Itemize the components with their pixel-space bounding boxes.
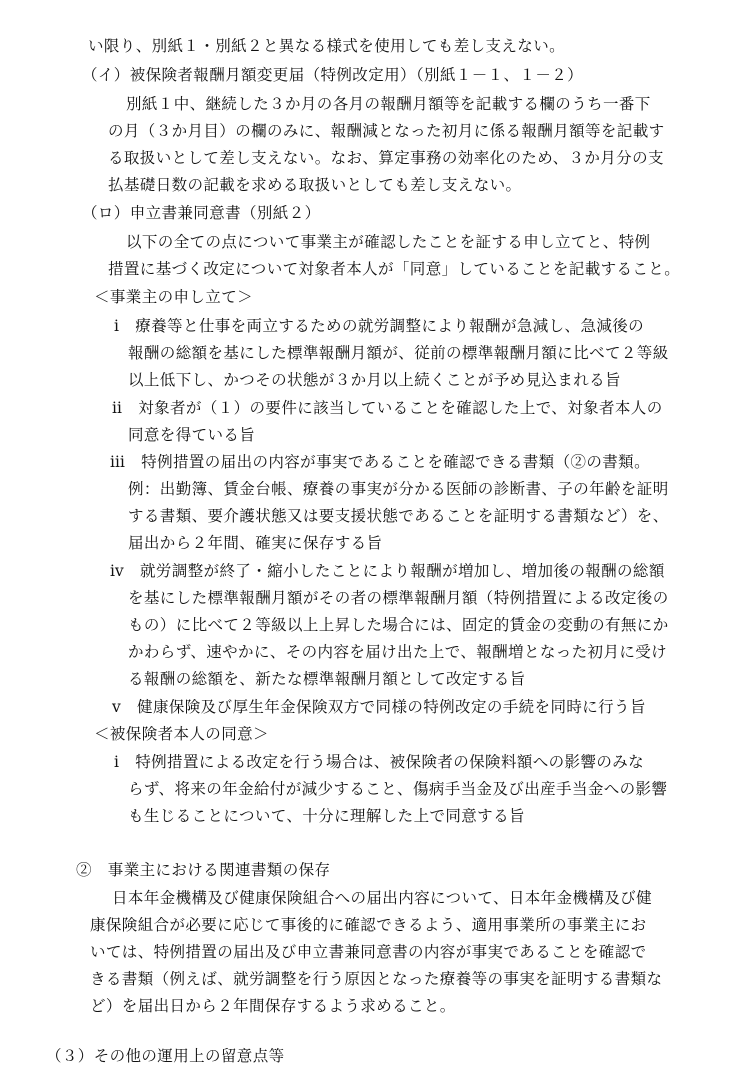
text-line: いては、特例措置の届出及び申立書兼同意書の内容が事実であることを確認で [90,943,647,961]
text-line: を基にした標準報酬月額がその者の標準報酬月額（特例措置による改定後の [128,589,669,607]
text-line: 以上低下し、かつその状態が３か月以上続くことが予め見込まれる旨 [128,371,621,389]
list-item: ⅴ 健康保険及び厚生年金保険双方で同様の特例改定の手続を同時に行う旨 [112,698,646,716]
list-item: ⅰ 特例措置による改定を行う場合は、被保険者の保険料額への影響のみな [114,753,645,771]
text-line: 措置に基づく改定について対象者本人が「同意」していることを記載すること。 [108,260,681,278]
text-line: い限り、別紙１・別紙２と異なる様式を使用しても差し支えない。 [88,37,566,55]
text-line: ど）を届出日から２年間保存するよう求めること。 [90,997,456,1015]
list-item: ⅲ 特例措置の届出の内容が事実であることを確認できる書類（②の書類。 [110,453,650,471]
list-item: ⅰ 療養等と仕事を両立するための就労調整により報酬が急減し、急減後の [114,317,645,335]
text-line: 日本年金機構及び健康保険組合への届出内容について、日本年金機構及び健 [112,889,652,907]
subsection-heading: ＜被保険者本人の同意＞ [94,725,269,743]
text-line: かわらず、速やかに、その内容を届け出た上で、報酬増となった初月に受け [128,643,668,661]
text-line: 同意を得ている旨 [128,426,256,444]
text-line: 届出から２年間、確実に保存する旨 [128,534,383,552]
list-item: ⅱ 対象者が（１）の要件に該当していることを確認した上で、対象者本人の [112,399,663,417]
text-line: 報酬の総額を基にした標準報酬月額が、従前の標準報酬月額に比べて２等級 [128,344,669,362]
text-line: も生じることについて、十分に理解した上で同意する旨 [128,807,525,825]
text-line: る取扱いとして差し支えない。なお、算定事務の効率化のため、３か月分の支 [108,149,664,167]
text-line: 例：出勤簿、賃金台帳、療養の事実が分かる医師の診断書、子の年齢を証明 [128,480,669,498]
text-line: る報酬の総額を、新たな標準報酬月額として改定する旨 [128,670,526,688]
text-line: もの）に比べて２等級以上上昇した場合には、固定的賃金の変動の有無にか [128,616,669,634]
text-line: 康保険組合が必要に応じて事後的に確認できるよう、適用事業所の事業主にお [90,916,647,934]
text-line: 以下の全ての点について事業主が確認したことを証する申し立てと、特例 [126,233,651,251]
list-item: ⅳ 就労調整が終了・縮小したことにより報酬が増加し、増加後の報酬の総額 [110,562,665,580]
text-line: 別紙１中、継続した３か月の各月の報酬月額等を記載する欄のうち一番下 [126,95,651,113]
section-heading: （イ）被保険者報酬月額変更届（特例改定用）（別紙１－１、１－２） [82,66,584,84]
text-line: きる書類（例えば、就労調整を行う原因となった療養等の事実を証明する書類な [90,970,663,988]
text-line: の月（３か月目）の欄のみに、報酬減となった初月に係る報酬月額等を記載す [108,122,665,140]
section-heading: （ロ）申立書兼同意書（別紙２） [82,204,321,222]
section-heading: （３）その他の運用上の留意点等 [46,1047,285,1065]
text-line: 払基礎日数の記載を求める取扱いとしても差し支えない。 [108,176,522,194]
subsection-heading: ＜事業主の申し立て＞ [94,288,254,306]
text-line: する書類、要介護状態又は要支援状態であることを証明する書類など）を、 [128,507,669,525]
section-heading: ② 事業主における関連書類の保存 [76,861,331,879]
text-line: らず、将来の年金給付が減少すること、傷病手当金及び出産手当金への影響 [128,780,668,798]
